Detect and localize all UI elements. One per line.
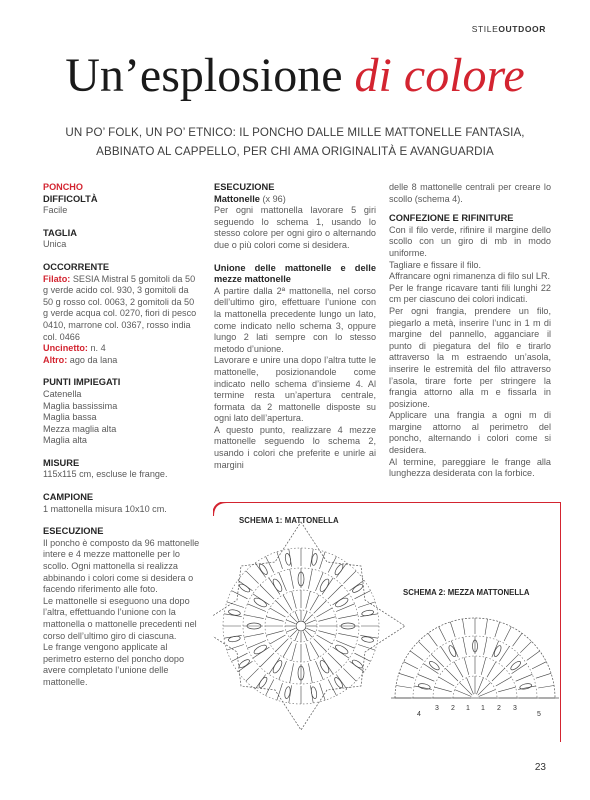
stitch-mark [328, 585, 342, 599]
stitch-mark [479, 690, 496, 697]
confezione-paragraph: Al termine, pareggiare le frange alla lunghezza desiderata con la forbice. [389, 456, 551, 479]
stitch-mark [247, 604, 266, 612]
stitch-mark [238, 661, 253, 672]
misure-value: 115x115 cm, escluse le frange. [43, 469, 168, 480]
unione-paragraph: Lavorare e unire una dopo l’altra tutte le mattonelle, posizionandole come indicato nello schema d’insieme 4. Al termine resta un’apertura centrale, formata da 2 mattonelle disposte su ogni lato dell’apertura. [214, 355, 376, 424]
stitch-mark [512, 664, 527, 674]
stitch-mark [314, 639, 327, 652]
poncho-heading: PONCHO [43, 182, 83, 192]
stitch-mark [532, 662, 546, 669]
stitch-mark [270, 635, 286, 644]
row-number: 1 [481, 705, 485, 712]
puff-stitch [519, 683, 532, 691]
punti-item: Maglia bassissima [43, 400, 118, 411]
row-number: 2 [497, 705, 501, 712]
stitch-mark [477, 678, 484, 695]
confezione-paragraph: Affrancare ogni rimanenza di filo sul LR. [389, 271, 551, 282]
unione-paragraph: A questo punto, realizzare 4 mezze mattonelle seguendo lo schema 2, usando i colori che preferite e unirle ai margini [214, 424, 376, 470]
column-1 [43, 182, 201, 689]
stitch-mark [286, 620, 295, 624]
stitch-mark [277, 683, 283, 700]
misure-heading: MISURE [43, 457, 80, 468]
confezione-paragraph: Tagliare e fissare il filo. [389, 259, 481, 270]
altro-value: ago da lana [69, 354, 118, 365]
stitch-mark [418, 674, 435, 681]
confezione-paragraph: Per le frange ricavare tanti fili lunghi 22 cm per ciascuno dei colori indicati. [389, 282, 551, 305]
stitch-mark [492, 641, 499, 658]
esecuzione-paragraph: Le mattonelle si eseguono una dopo l’altra, effettuando l’unione con la mattonella o mattonelle precedenti nel corso dell’ultimo giro di ciascuna. [43, 595, 197, 641]
stitch-mark [434, 687, 451, 692]
row-number: 3 [435, 705, 439, 712]
crochet-diagram [213, 502, 561, 742]
row-number: 1 [466, 705, 470, 712]
page-title [0, 49, 590, 102]
stitch-mark [318, 617, 335, 622]
stitch-mark [306, 591, 311, 608]
stitch-mark [338, 633, 358, 637]
mattonelle-heading [214, 194, 376, 206]
stitch-mark [260, 653, 274, 667]
stitch-mark [498, 687, 515, 692]
esecuzione-heading: ESECUZIONE [43, 526, 104, 537]
stitch-mark [310, 642, 319, 658]
row-number: 4 [417, 711, 421, 718]
stitch-mark [463, 619, 466, 635]
stitch-mark [308, 663, 312, 683]
stitch-mark [279, 572, 287, 591]
title-accent: di colore [354, 49, 525, 102]
stitch-mark [328, 653, 342, 667]
stitch-mark [283, 642, 292, 658]
stitch-mark [485, 619, 488, 635]
stitch-mark [320, 683, 326, 700]
taglia-value: Unica [43, 239, 67, 250]
subtitle-line-1: UN PO’ FOLK, UN PO’ ETNICO: IL PONCHO DALLE MILLE MATTONELLE FANTASIA, [65, 126, 525, 139]
stitch-mark [260, 585, 274, 599]
stitch-mark [484, 637, 488, 655]
stitch-mark [283, 595, 292, 611]
stitch-mark [316, 572, 324, 591]
stitch-mark [290, 630, 297, 637]
stitch-mark [247, 641, 266, 649]
schema2-half-tile [391, 618, 559, 718]
stitch-mark [358, 602, 375, 608]
stitch-mark [290, 663, 294, 683]
mattonelle-paragraph: Per ogni mattonella lavorare 5 giri seguendo lo schema 1, usando lo stesso colore per ogni giro o alternando due o più colori come si desidera. [214, 205, 376, 250]
stitch-mark [478, 682, 491, 695]
puff-stitch [361, 609, 374, 616]
stitch-mark [255, 563, 266, 578]
row-number: 3 [513, 705, 517, 712]
punti-item: Catenella [43, 388, 82, 399]
stitch-mark [459, 682, 472, 695]
stitch-mark [455, 690, 472, 697]
taglia-heading: TAGLIA [43, 227, 77, 238]
stitch-mark [343, 668, 356, 681]
stitch-mark [232, 591, 248, 599]
stitch-mark [336, 641, 355, 649]
stitch-mark [350, 580, 365, 591]
difficolta-heading: DIFFICOLTÀ [43, 193, 98, 204]
stitch-mark [338, 615, 358, 619]
punti-heading: PUNTI IMPIEGATI [43, 377, 121, 388]
puff-stitch [418, 683, 431, 691]
stitch-mark [504, 627, 511, 641]
subtitle [20, 124, 570, 161]
stitch-mark [246, 668, 259, 681]
punti-item: Maglia alta [43, 435, 87, 446]
page-number: 23 [534, 762, 546, 773]
campione-heading: CAMPIONE [43, 492, 94, 503]
stitch-mark [303, 611, 307, 620]
stitch-mark [286, 628, 295, 632]
unione-paragraph: A partire dalla 2ª mattonella, nel corso dell’ultimo giro, effettuare l’unione con la mattonella precedente lungo un lato, come indicato nello schema 3, oppure lungo 2 lati sempre con lo stesso metodo d’unione. [214, 285, 376, 354]
stitch-mark [292, 591, 297, 608]
half-stitches [395, 618, 555, 698]
stitch-mark [487, 662, 496, 678]
stitch-mark [396, 686, 412, 689]
section-tag-a: STILE [471, 24, 499, 34]
stitch-mark [316, 661, 324, 680]
puff-stitch [284, 553, 291, 566]
stitch-mark [516, 674, 533, 681]
stitch-mark [307, 628, 316, 632]
esecuzione-paragraph: Le frange vengono applicate al perimetro esterno del poncho dopo avere completato l’unione delle mattonelle. [43, 642, 185, 687]
stitch-mark [305, 615, 312, 622]
confezione-heading: CONFEZIONE E RIFINITURE [389, 213, 514, 224]
stitch-mark [266, 617, 283, 622]
stitch-mark [404, 662, 418, 669]
section-tag-b: OUTDOOR [498, 24, 546, 34]
tile-center-ring [296, 621, 306, 631]
stitch-mark [295, 632, 299, 641]
stitch-mark [445, 668, 458, 681]
stitch-mark [496, 677, 512, 686]
column-2 [214, 182, 376, 471]
stitch-mark [450, 622, 455, 637]
filato-label: Filato: [43, 273, 71, 284]
mattonelle-label: Mattonelle [214, 193, 260, 204]
mattonelle-count: (x 96) [262, 193, 286, 204]
stitch-mark [318, 631, 335, 636]
stitch-mark [328, 557, 336, 573]
stitch-mark [279, 661, 287, 680]
section-tag [472, 24, 546, 34]
stitch-mark [317, 608, 333, 617]
stitch-mark [439, 627, 446, 641]
stitch-mark [295, 611, 299, 620]
stitch-mark [270, 608, 286, 617]
title-main: Un’esplosione [65, 49, 343, 102]
esecuzione-paragraph: Il poncho è composto da 96 mattonelle intere e 4 mezze mattonelle per lo scollo. Ogni mattonella si realizza abbinando i colori come si desidera o facendo riferimento alle foto. [43, 537, 200, 595]
stitch-mark [399, 673, 414, 678]
stitch-mark [343, 571, 356, 584]
stitch-mark [454, 662, 463, 678]
filato-text [43, 274, 201, 344]
puff-stitch [228, 635, 241, 642]
stitch-mark [246, 571, 259, 584]
schema1-tile [213, 522, 405, 730]
altro-text [43, 355, 201, 367]
stitch-mark [336, 604, 355, 612]
altro-label: Altro: [43, 354, 68, 365]
stitch-mark [305, 630, 312, 637]
stitch-mark [464, 657, 469, 674]
confezione-paragraph: Con il filo verde, rifinire il margine dello scollo con un giro di mb in modo uniforme. [389, 224, 551, 258]
stitch-mark [428, 633, 437, 646]
row-number: 2 [451, 705, 455, 712]
confezione-paragraph: Per ogni frangia, prendere un filo, piegarlo a metà, inserire l’unc in 1 m di margine del pannello, agganciare il punto di piegatura del filo e tirarlo attraverso la m estraendo un’asola, inserire le estremità del filo attraverso l’asola, tirare forte per stringere la frangia attorno alla m e fissarla in posizione. [389, 305, 551, 409]
stitch-mark [310, 595, 319, 611]
punti-item: Maglia bassa [43, 412, 97, 423]
stitch-mark [527, 651, 540, 660]
column-3 [389, 182, 551, 480]
stitch-mark [463, 637, 467, 655]
stitch-mark [307, 620, 316, 624]
stitch-mark [513, 633, 522, 646]
difficolta-value: Facile [43, 205, 68, 216]
stitch-mark [276, 601, 289, 614]
stitch-mark [492, 668, 505, 681]
confezione-paragraph: Applicare una frangia a ogni m di margine attorno al perimetro del poncho, alternando i colori come si desidera. [389, 410, 551, 456]
stitch-mark [303, 632, 307, 641]
esecuzione-heading-2: ESECUZIONE [214, 182, 275, 192]
continuation-text: delle 8 mattonelle centrali per creare lo scollo (schema 4). [389, 182, 551, 204]
stitch-mark [439, 677, 455, 686]
stitch-mark [266, 680, 274, 696]
stitch-mark [244, 615, 264, 619]
stitch-mark [317, 635, 333, 644]
stitch-mark [336, 675, 347, 690]
unione-heading: Unione delle mattonelle e delle mezze mattonelle [214, 262, 376, 285]
stitch-mark [451, 641, 458, 658]
row-number: 5 [537, 711, 541, 718]
puff-stitch [310, 686, 317, 699]
subtitle-line-2: ABBINATO AL CAPPELLO, PER CHI AMA ORIGINALITÀ E AVANGUARDIA [96, 144, 494, 158]
stitch-mark [481, 657, 486, 674]
stitch-mark [276, 639, 289, 652]
uncinetto-text [43, 343, 201, 355]
stitch-mark [410, 651, 423, 660]
stitch-mark [355, 653, 371, 661]
stitch-mark [266, 631, 283, 636]
stitch-mark [292, 643, 297, 660]
diagram-svg [213, 502, 561, 742]
stitch-mark [520, 641, 531, 652]
schema2-title: SCHEMA 2: MEZZA MATTONELLA [403, 588, 530, 597]
stitch-mark [495, 622, 500, 637]
stitch-mark [290, 569, 294, 589]
tile-stitches [223, 548, 379, 704]
punti-item: Mezza maglia alta [43, 423, 117, 434]
stitch-mark [308, 569, 312, 589]
stitch-mark [536, 673, 551, 678]
uncinetto-label: Uncinetto: [43, 343, 88, 354]
stitch-mark [290, 615, 297, 622]
stitch-mark [538, 686, 554, 689]
stitch-mark [358, 645, 375, 651]
occorrente-heading: OCCORRENTE [43, 261, 110, 272]
stitch-mark [244, 633, 264, 637]
stitch-mark [314, 601, 327, 614]
uncinetto-value: n. 4 [90, 343, 106, 354]
stitch-mark [306, 643, 311, 660]
filato-value: SESIA Mistral 5 gomitoli da 50 g verde acido col. 930, 3 gomitoli da 50 g rosso col. 0063, 2 gomitoli da 50 g verde acqua col. 0270, fiori di pesco 0410, marrone col. 0367, rosso india col. 0466 [43, 273, 197, 342]
campione-value: 1 mattonella misura 10x10 cm. [43, 503, 167, 514]
stitch-mark [467, 678, 474, 695]
stitch-mark [418, 641, 429, 652]
schema1-title: SCHEMA 1: MATTONELLA [239, 516, 339, 525]
stitch-mark [423, 664, 438, 674]
